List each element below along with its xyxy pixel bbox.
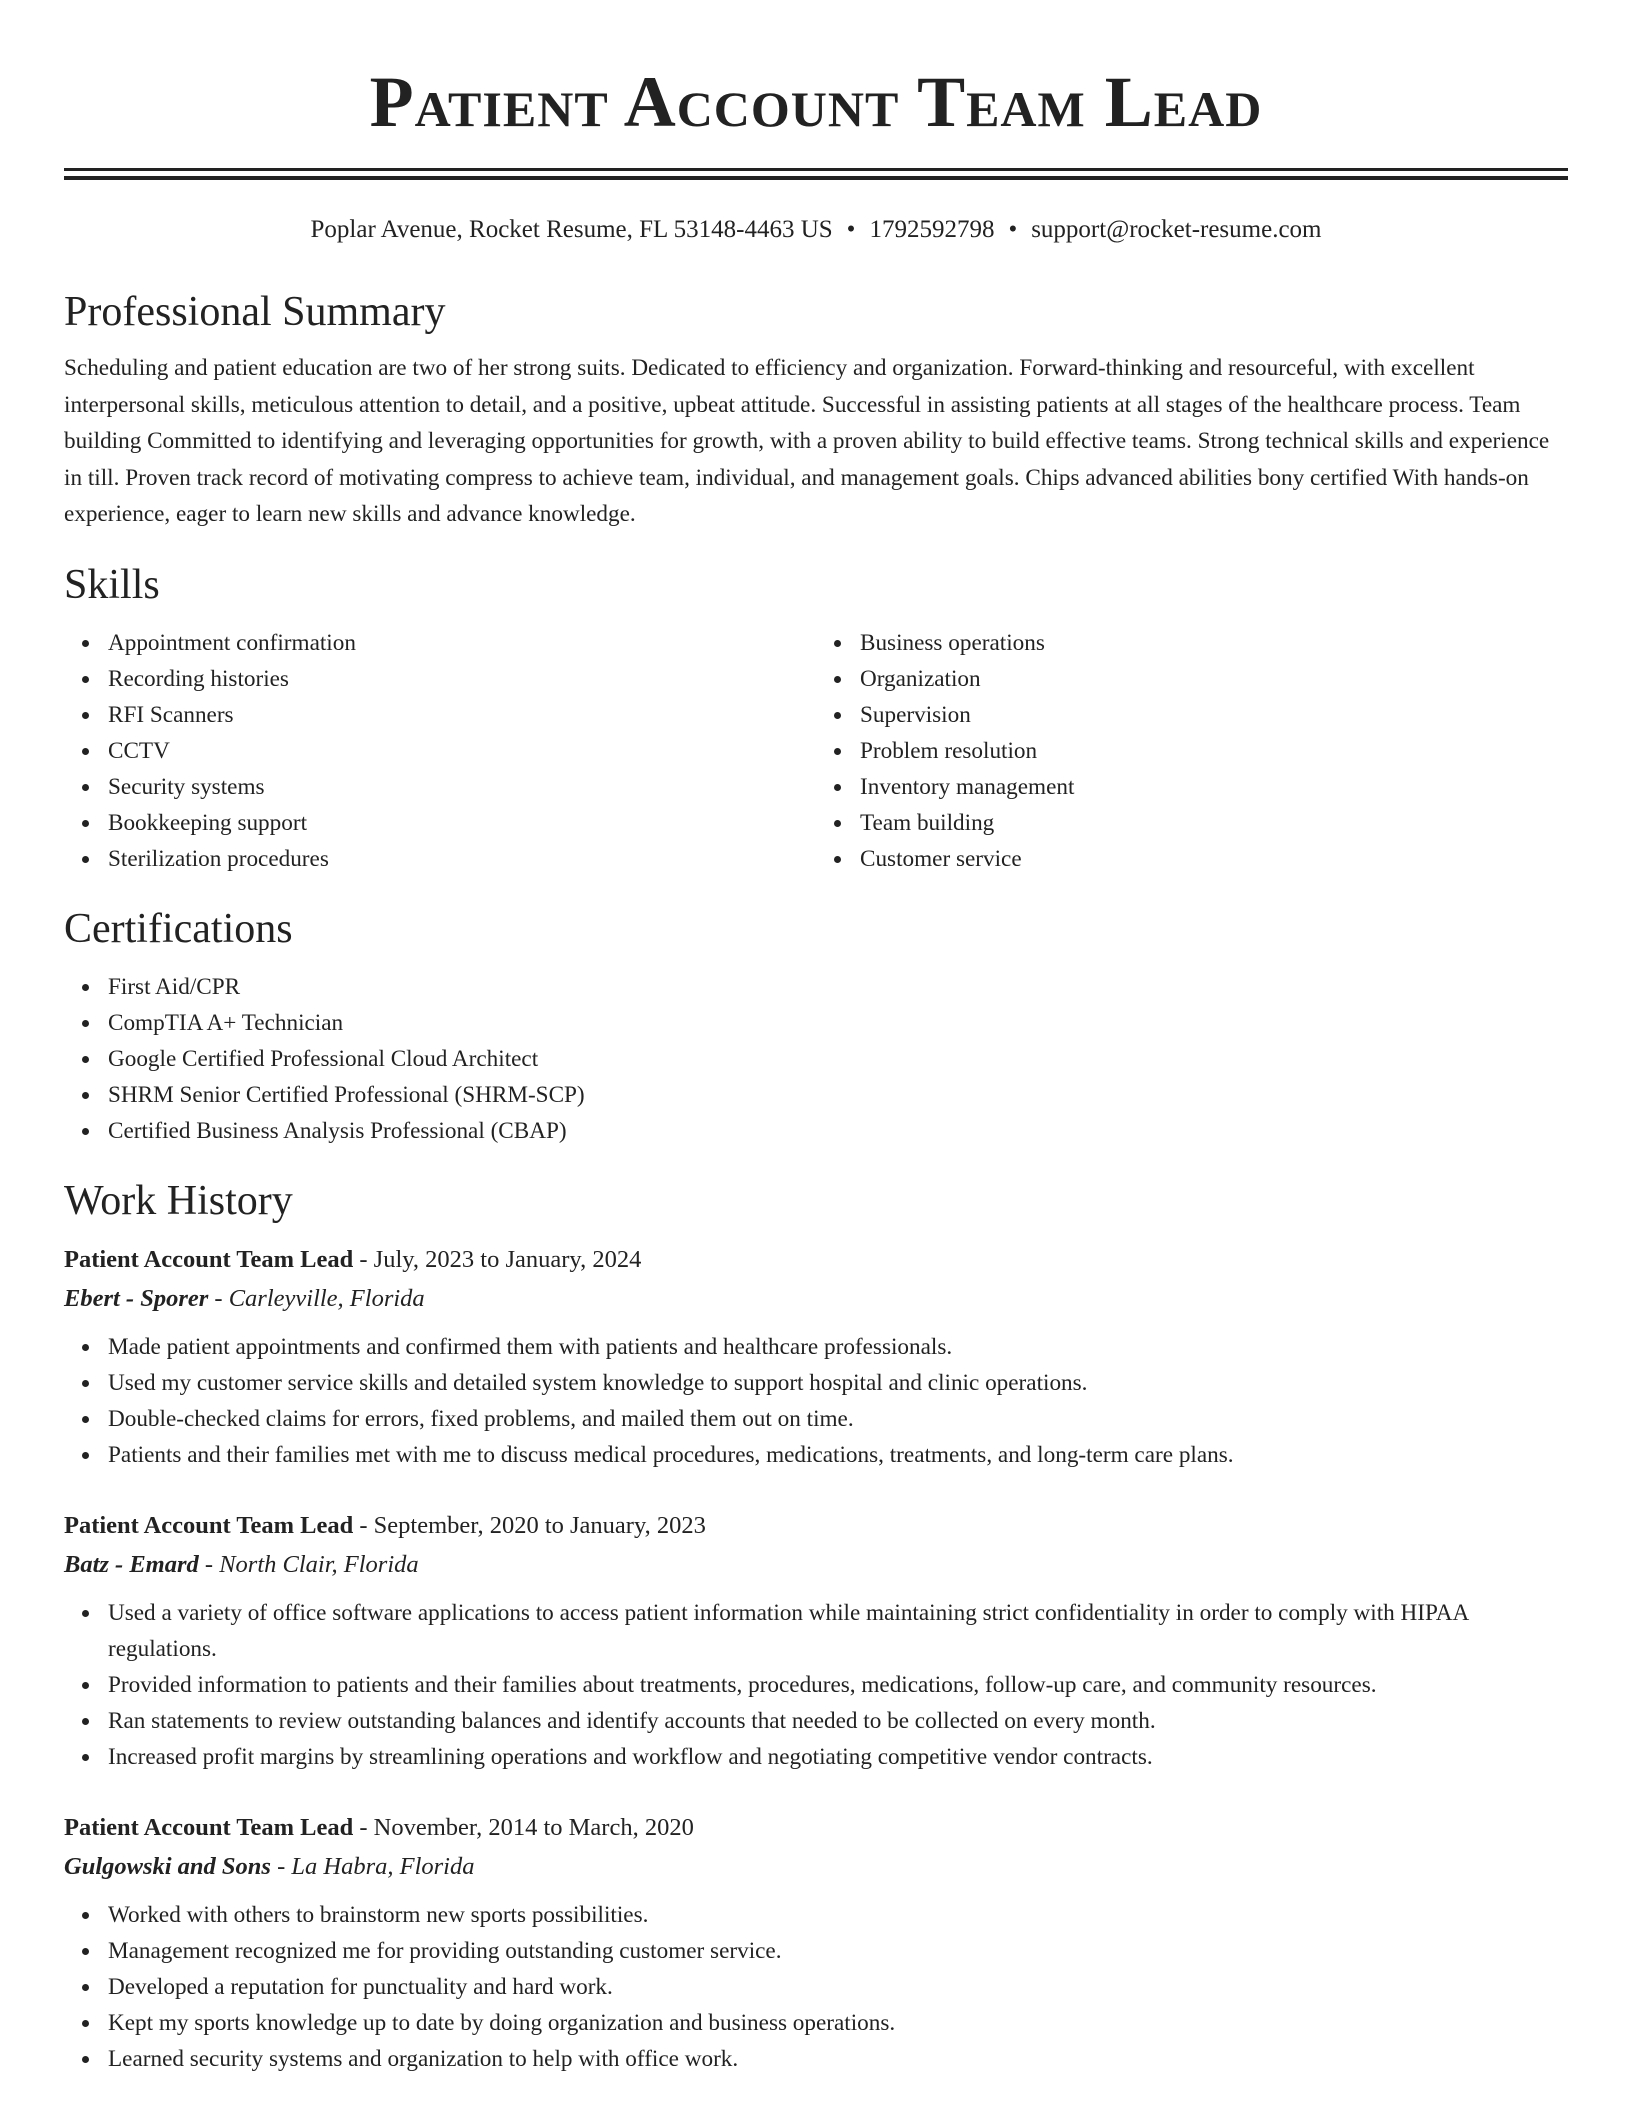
skills-list-right	[816, 625, 1568, 877]
job-bullet: Double-checked claims for errors, fixed problems, and mailed them out on time.	[108, 1401, 1568, 1437]
job-bullet: Kept my sports knowledge up to date by doing organization and business operations.	[108, 2005, 1568, 2041]
certifications-heading: Certifications	[64, 905, 293, 952]
job-bullet: Learned security systems and organization to help with office work.	[108, 2041, 1568, 2077]
job-company: Gulgowski and Sons	[64, 1852, 271, 1880]
skill-item: Appointment confirmation	[108, 625, 816, 661]
job-title: Patient Account Team Lead	[64, 1813, 354, 1841]
job-entry	[64, 1241, 1568, 1473]
job-location: - North Clair, Florida	[198, 1550, 419, 1578]
skill-item: Problem resolution	[860, 733, 1568, 769]
job-bullet: Worked with others to brainstorm new sports possibilities.	[108, 1897, 1568, 1933]
job-bullet: Used my customer service skills and detailed system knowledge to support hospital and clinic operations.	[108, 1365, 1568, 1401]
skill-item: Bookkeeping support	[108, 805, 816, 841]
job-entry	[64, 1507, 1568, 1775]
certification-item: Google Certified Professional Cloud Architect	[108, 1041, 1568, 1077]
job-bullet: Ran statements to review outstanding balances and identify accounts that needed to be collected on every month.	[108, 1703, 1568, 1739]
certification-item: First Aid/CPR	[108, 969, 1568, 1005]
skill-item: Team building	[860, 805, 1568, 841]
job-entry	[64, 1809, 1568, 2077]
job-dates: - November, 2014 to March, 2020	[353, 1813, 694, 1841]
job-bullet: Patients and their families met with me to discuss medical procedures, medications, treatments, and long-term care plans.	[108, 1437, 1568, 1473]
skill-item: Recording histories	[108, 661, 816, 697]
job-location: - La Habra, Florida	[270, 1852, 475, 1880]
certification-item: Certified Business Analysis Professional (CBAP)	[108, 1113, 1568, 1149]
job-bullet: Used a variety of office software applications to access patient information while maintaining strict confidentiality in order to comply with HIPAA regulations.	[108, 1595, 1568, 1667]
contact-address: Poplar Avenue, Rocket Resume, FL 53148-4463 US	[310, 216, 833, 243]
job-bullets	[64, 1595, 1568, 1775]
skill-item: Security systems	[108, 769, 816, 805]
job-title: Patient Account Team Lead	[64, 1245, 354, 1273]
job-bullet: Increased profit margins by streamlining operations and workflow and negotiating competitive vendor contracts.	[108, 1739, 1568, 1775]
job-bullet: Developed a reputation for punctuality and hard work.	[108, 1969, 1568, 2005]
title-rule-top	[64, 168, 1568, 171]
job-dates: - September, 2020 to January, 2023	[353, 1511, 706, 1539]
work-history-heading: Work History	[64, 1177, 293, 1224]
skill-item: Business operations	[860, 625, 1568, 661]
skill-item: Customer service	[860, 841, 1568, 877]
job-bullet: Made patient appointments and confirmed them with patients and healthcare professionals.	[108, 1329, 1568, 1365]
contact-phone: 1792592798	[869, 216, 995, 243]
job-bullet: Management recognized me for providing outstanding customer service.	[108, 1933, 1568, 1969]
contact-separator: •	[846, 216, 856, 243]
skill-item: CCTV	[108, 733, 816, 769]
contact-line	[64, 214, 1568, 246]
skill-item: RFI Scanners	[108, 697, 816, 733]
job-bullets	[64, 1897, 1568, 2077]
skill-item: Organization	[860, 661, 1568, 697]
certification-item: CompTIA A+ Technician	[108, 1005, 1568, 1041]
summary-text: Scheduling and patient education are two of her strong suits. Dedicated to efficiency and organization. Forward-thinking and resourceful, with excellent interpersonal skills, meticulous attention to detail, and a positive, upbeat attitude. Successful in assisting patients at all stages of the healthcare process. Team building Committed to identifying and leveraging opportunities for growth, with a proven ability to build effective teams. Strong technical skills and experience in till. Proven track record of motivating compress to achieve team, individual, and management goals. Chips advanced abilities bony certified With hands-on experience, eager to learn new skills and advance knowledge.	[64, 355, 1550, 527]
job-title-line	[64, 1809, 1568, 1847]
job-bullet: Provided information to patients and their families about treatments, procedures, medications, follow-up care, and community resources.	[108, 1667, 1568, 1703]
job-title-line	[64, 1241, 1568, 1279]
job-company: Batz - Emard	[64, 1550, 199, 1578]
skills-list-left	[64, 625, 816, 877]
resume-page	[64, 0, 1568, 2077]
title-rule-bottom	[64, 176, 1568, 180]
summary-heading: Professional Summary	[64, 289, 446, 335]
job-company-line	[64, 1847, 1568, 1887]
contact-email: support@rocket-resume.com	[1031, 216, 1322, 243]
skill-item: Supervision	[860, 697, 1568, 733]
skill-item: Inventory management	[860, 769, 1568, 805]
job-company: Ebert - Sporer	[64, 1284, 209, 1312]
certifications-list	[64, 969, 1568, 1149]
job-company-line	[64, 1279, 1568, 1319]
skill-item: Sterilization procedures	[108, 841, 816, 877]
skills-heading: Skills	[64, 561, 160, 608]
job-location: - Carleyville, Florida	[208, 1284, 425, 1312]
job-dates: - July, 2023 to January, 2024	[353, 1245, 642, 1273]
contact-separator: •	[1008, 216, 1018, 243]
skills-columns	[64, 625, 1568, 877]
job-title: Patient Account Team Lead	[64, 1511, 354, 1539]
resume-title: Patient Account Team Lead	[369, 62, 1263, 142]
job-title-line	[64, 1507, 1568, 1545]
certification-item: SHRM Senior Certified Professional (SHRM-SCP)	[108, 1077, 1568, 1113]
job-company-line	[64, 1545, 1568, 1585]
job-bullets	[64, 1329, 1568, 1473]
